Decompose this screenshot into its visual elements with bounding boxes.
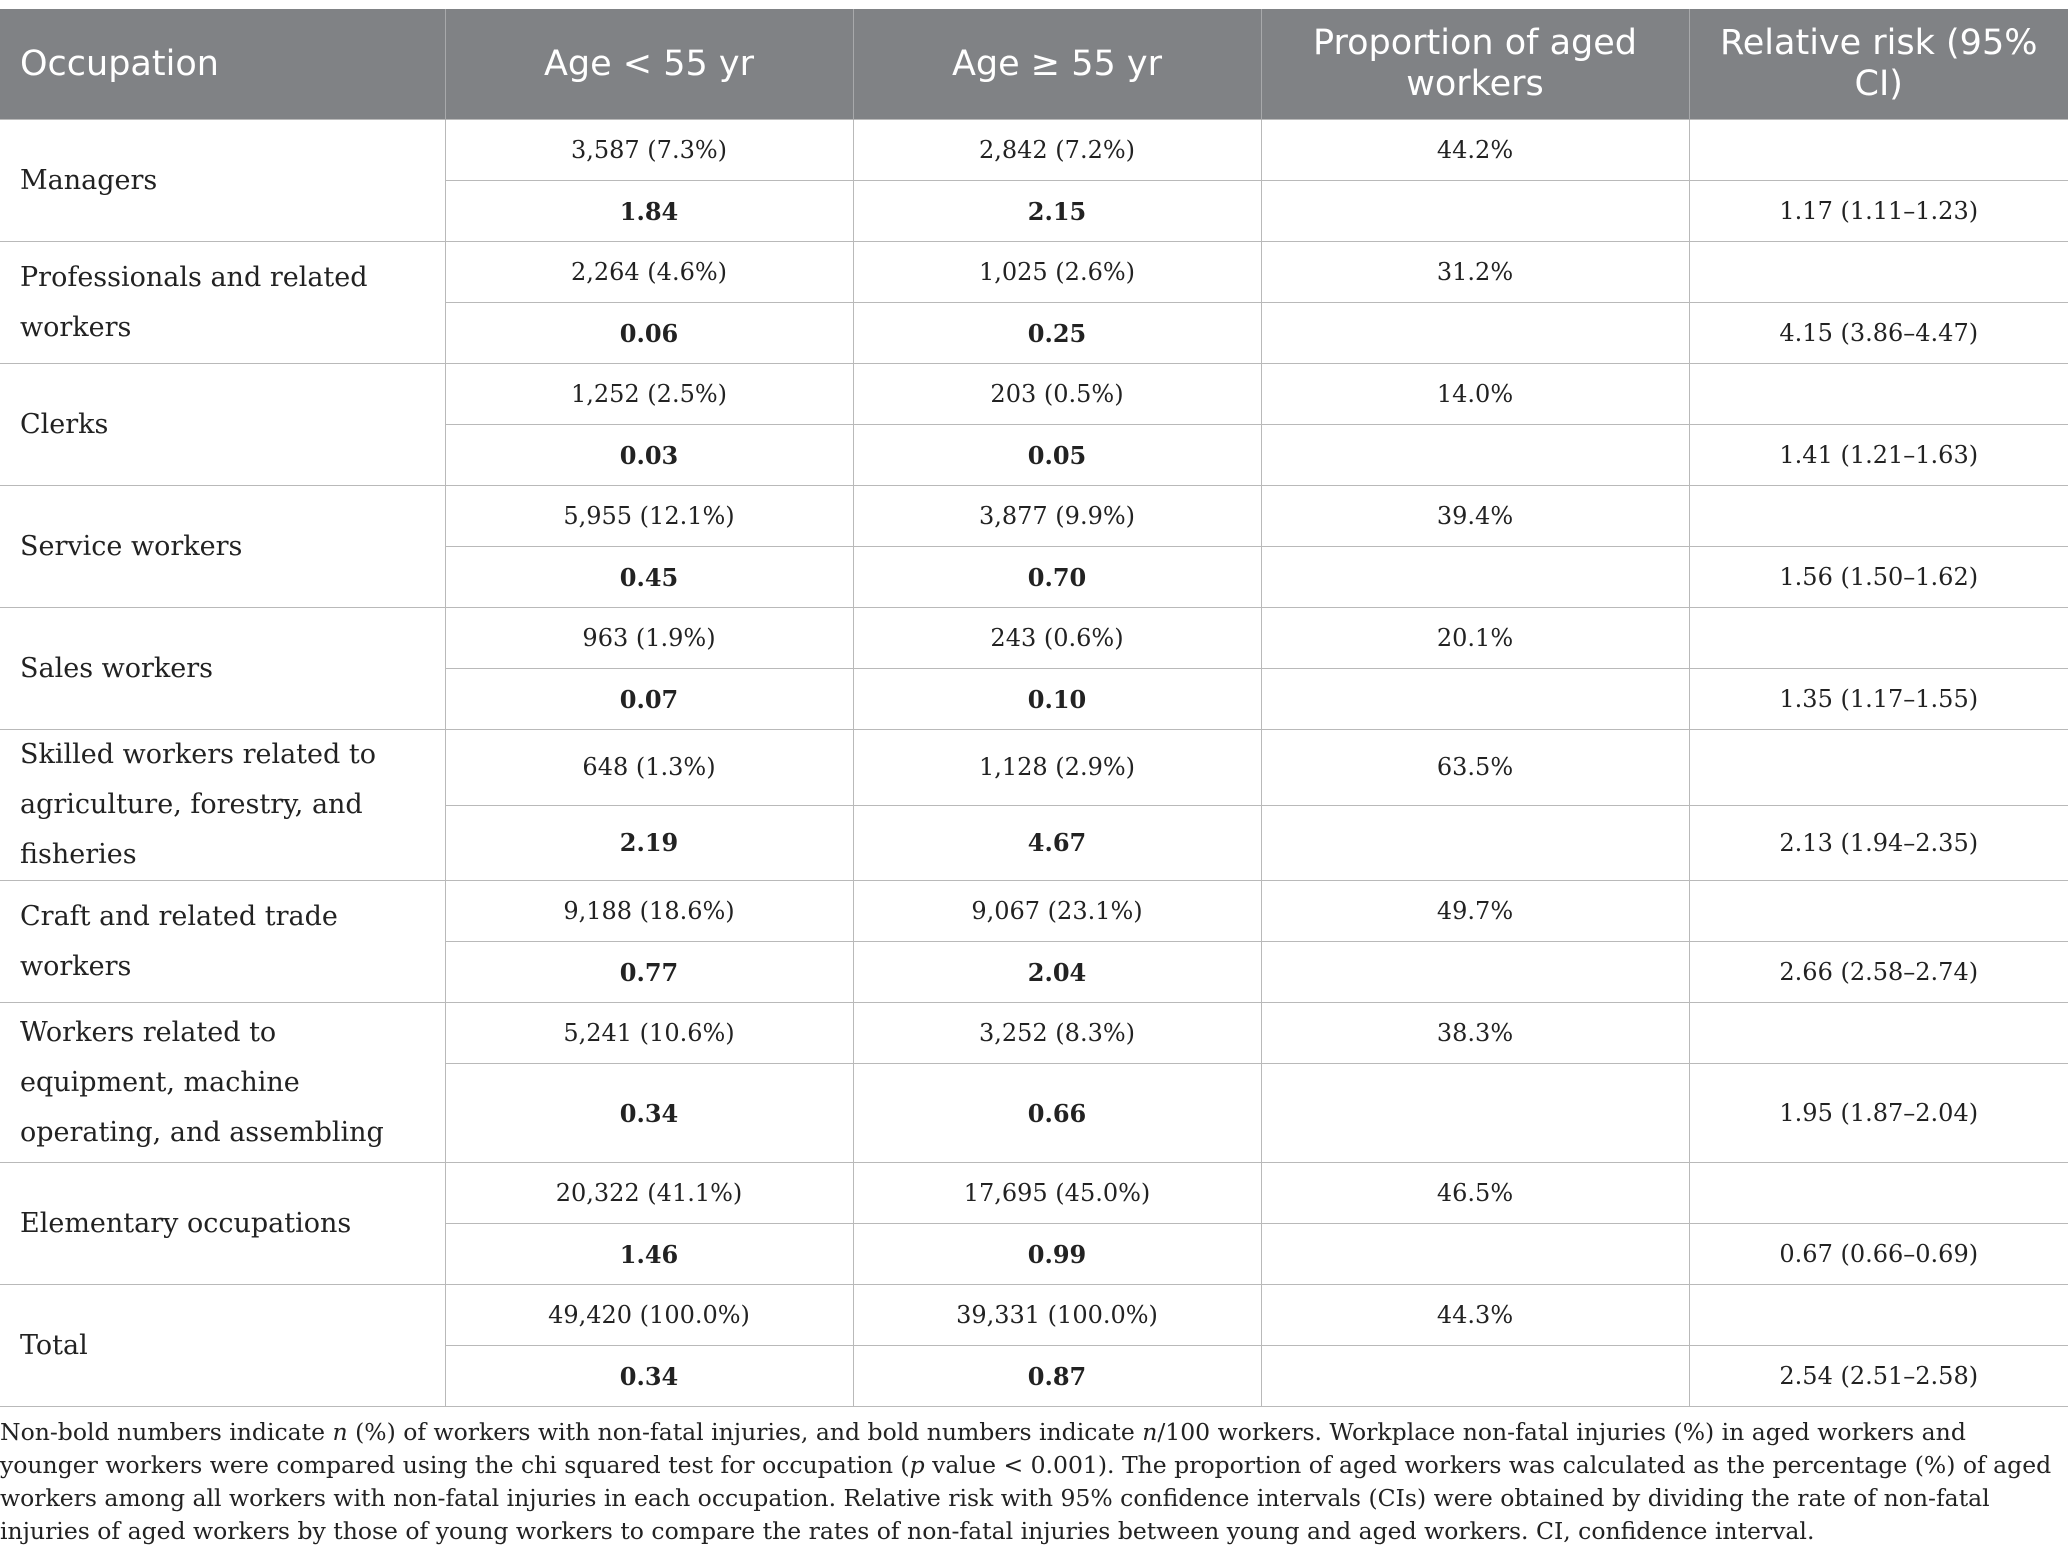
table-row-count bbox=[0, 364, 2068, 425]
rate-55-plus: 2.15 bbox=[853, 181, 1261, 242]
rate-55-plus: 0.87 bbox=[853, 1346, 1261, 1407]
count-55-plus: 3,252 (8.3%) bbox=[853, 1003, 1261, 1064]
empty-cell bbox=[1261, 1064, 1689, 1163]
rate-55-plus: 0.05 bbox=[853, 425, 1261, 486]
footnote-n-2: n bbox=[1142, 1417, 1158, 1446]
count-55-plus: 39,331 (100.0%) bbox=[853, 1285, 1261, 1346]
relative-risk-cell: 4.15 (3.86–4.47) bbox=[1689, 303, 2068, 364]
occupation-cell: Elementary occupations bbox=[0, 1163, 445, 1285]
empty-cell bbox=[1261, 1224, 1689, 1285]
occupation-cell: Workers related to equipment, machine operating, and assembling bbox=[0, 1003, 445, 1163]
empty-cell bbox=[1689, 486, 2068, 547]
proportion-cell: 49.7% bbox=[1261, 881, 1689, 942]
occupation-cell: Sales workers bbox=[0, 608, 445, 730]
occupation-cell: Craft and related trade workers bbox=[0, 881, 445, 1003]
rate-under-55: 0.34 bbox=[445, 1064, 853, 1163]
header-proportion: Proportion of aged workers bbox=[1261, 9, 1689, 120]
proportion-cell: 31.2% bbox=[1261, 242, 1689, 303]
count-55-plus: 243 (0.6%) bbox=[853, 608, 1261, 669]
empty-cell bbox=[1689, 1003, 2068, 1064]
relative-risk-cell: 1.56 (1.50–1.62) bbox=[1689, 547, 2068, 608]
count-under-55: 5,241 (10.6%) bbox=[445, 1003, 853, 1064]
count-55-plus: 2,842 (7.2%) bbox=[853, 120, 1261, 181]
empty-cell bbox=[1261, 547, 1689, 608]
rate-under-55: 2.19 bbox=[445, 805, 853, 881]
empty-cell bbox=[1689, 1285, 2068, 1346]
table-row-count bbox=[0, 730, 2068, 806]
empty-cell bbox=[1261, 805, 1689, 881]
table-row-count bbox=[0, 1163, 2068, 1224]
footnote-text-3: /100 workers. Workplace non-fatal injuries (%) in aged workers and younger workers were compared using the chi squared test for occupation ( bbox=[0, 1417, 1966, 1479]
injury-table bbox=[0, 9, 2068, 1407]
header-occupation: Occupation bbox=[0, 9, 445, 120]
occupation-cell: Clerks bbox=[0, 364, 445, 486]
proportion-cell: 63.5% bbox=[1261, 730, 1689, 806]
table-row-count bbox=[0, 1285, 2068, 1346]
rate-55-plus: 0.66 bbox=[853, 1064, 1261, 1163]
count-55-plus: 203 (0.5%) bbox=[853, 364, 1261, 425]
table-row-count bbox=[0, 486, 2068, 547]
occupation-cell: Total bbox=[0, 1285, 445, 1407]
proportion-cell: 44.3% bbox=[1261, 1285, 1689, 1346]
footnote-n-1: n bbox=[332, 1417, 348, 1446]
count-under-55: 49,420 (100.0%) bbox=[445, 1285, 853, 1346]
proportion-cell: 39.4% bbox=[1261, 486, 1689, 547]
header-row bbox=[0, 9, 2068, 120]
count-under-55: 9,188 (18.6%) bbox=[445, 881, 853, 942]
empty-cell bbox=[1689, 881, 2068, 942]
empty-cell bbox=[1689, 730, 2068, 806]
relative-risk-cell: 1.95 (1.87–2.04) bbox=[1689, 1064, 2068, 1163]
rate-55-plus: 4.67 bbox=[853, 805, 1261, 881]
empty-cell bbox=[1689, 242, 2068, 303]
count-under-55: 3,587 (7.3%) bbox=[445, 120, 853, 181]
count-55-plus: 9,067 (23.1%) bbox=[853, 881, 1261, 942]
table-row-count bbox=[0, 120, 2068, 181]
table-row-count bbox=[0, 881, 2068, 942]
footnote-p: p bbox=[909, 1450, 925, 1479]
table-footnote bbox=[0, 1416, 2060, 1548]
count-under-55: 963 (1.9%) bbox=[445, 608, 853, 669]
header-age-under-55: Age < 55 yr bbox=[445, 9, 853, 120]
rate-55-plus: 2.04 bbox=[853, 942, 1261, 1003]
rate-under-55: 0.03 bbox=[445, 425, 853, 486]
header-relative-risk: Relative risk (95% CI) bbox=[1689, 9, 2068, 120]
footnote-text-1: Non-bold numbers indicate bbox=[0, 1417, 333, 1446]
header-age-55-plus: Age ≥ 55 yr bbox=[853, 9, 1261, 120]
proportion-cell: 44.2% bbox=[1261, 120, 1689, 181]
rate-55-plus: 0.25 bbox=[853, 303, 1261, 364]
table-row-count bbox=[0, 1003, 2068, 1064]
empty-cell bbox=[1689, 120, 2068, 181]
relative-risk-cell: 0.67 (0.66–0.69) bbox=[1689, 1224, 2068, 1285]
count-under-55: 20,322 (41.1%) bbox=[445, 1163, 853, 1224]
empty-cell bbox=[1261, 181, 1689, 242]
count-under-55: 5,955 (12.1%) bbox=[445, 486, 853, 547]
occupation-cell: Service workers bbox=[0, 486, 445, 608]
occupation-cell: Skilled workers related to agriculture, forestry, and fisheries bbox=[0, 730, 445, 881]
empty-cell bbox=[1261, 942, 1689, 1003]
rate-55-plus: 0.70 bbox=[853, 547, 1261, 608]
count-55-plus: 1,128 (2.9%) bbox=[853, 730, 1261, 806]
proportion-cell: 20.1% bbox=[1261, 608, 1689, 669]
empty-cell bbox=[1689, 364, 2068, 425]
rate-under-55: 0.77 bbox=[445, 942, 853, 1003]
count-under-55: 1,252 (2.5%) bbox=[445, 364, 853, 425]
empty-cell bbox=[1689, 1163, 2068, 1224]
count-55-plus: 17,695 (45.0%) bbox=[853, 1163, 1261, 1224]
count-under-55: 648 (1.3%) bbox=[445, 730, 853, 806]
relative-risk-cell: 1.35 (1.17–1.55) bbox=[1689, 669, 2068, 730]
relative-risk-cell: 1.17 (1.11–1.23) bbox=[1689, 181, 2068, 242]
relative-risk-cell: 2.66 (2.58–2.74) bbox=[1689, 942, 2068, 1003]
empty-cell bbox=[1689, 608, 2068, 669]
rate-under-55: 0.06 bbox=[445, 303, 853, 364]
rate-under-55: 0.07 bbox=[445, 669, 853, 730]
count-under-55: 2,264 (4.6%) bbox=[445, 242, 853, 303]
relative-risk-cell: 2.54 (2.51–2.58) bbox=[1689, 1346, 2068, 1407]
empty-cell bbox=[1261, 1346, 1689, 1407]
proportion-cell: 38.3% bbox=[1261, 1003, 1689, 1064]
relative-risk-cell: 2.13 (1.94–2.35) bbox=[1689, 805, 2068, 881]
table-row-count bbox=[0, 242, 2068, 303]
relative-risk-cell: 1.41 (1.21–1.63) bbox=[1689, 425, 2068, 486]
occupation-cell: Managers bbox=[0, 120, 445, 242]
occupation-cell: Professionals and related workers bbox=[0, 242, 445, 364]
empty-cell bbox=[1261, 303, 1689, 364]
rate-under-55: 1.84 bbox=[445, 181, 853, 242]
empty-cell bbox=[1261, 425, 1689, 486]
count-55-plus: 1,025 (2.6%) bbox=[853, 242, 1261, 303]
footnote-text-2: (%) of workers with non-fatal injuries, and bold numbers indicate bbox=[347, 1417, 1143, 1446]
rate-under-55: 0.45 bbox=[445, 547, 853, 608]
proportion-cell: 46.5% bbox=[1261, 1163, 1689, 1224]
rate-under-55: 1.46 bbox=[445, 1224, 853, 1285]
proportion-cell: 14.0% bbox=[1261, 364, 1689, 425]
footnote-text-4: value < 0.001). The proportion of aged workers was calculated as the percentage (%) of aged workers among all workers with non-fatal injuries in each occupation. Relative risk with 95% confidence intervals (CIs) were obtained by dividing the rate of non-fatal injuries of aged workers by those of young workers to compare the rates of non-fatal injuries between young and aged workers. CI, confidence interval. bbox=[0, 1450, 2052, 1545]
empty-cell bbox=[1261, 669, 1689, 730]
rate-55-plus: 0.99 bbox=[853, 1224, 1261, 1285]
rate-55-plus: 0.10 bbox=[853, 669, 1261, 730]
count-55-plus: 3,877 (9.9%) bbox=[853, 486, 1261, 547]
rate-under-55: 0.34 bbox=[445, 1346, 853, 1407]
table-row-count bbox=[0, 608, 2068, 669]
